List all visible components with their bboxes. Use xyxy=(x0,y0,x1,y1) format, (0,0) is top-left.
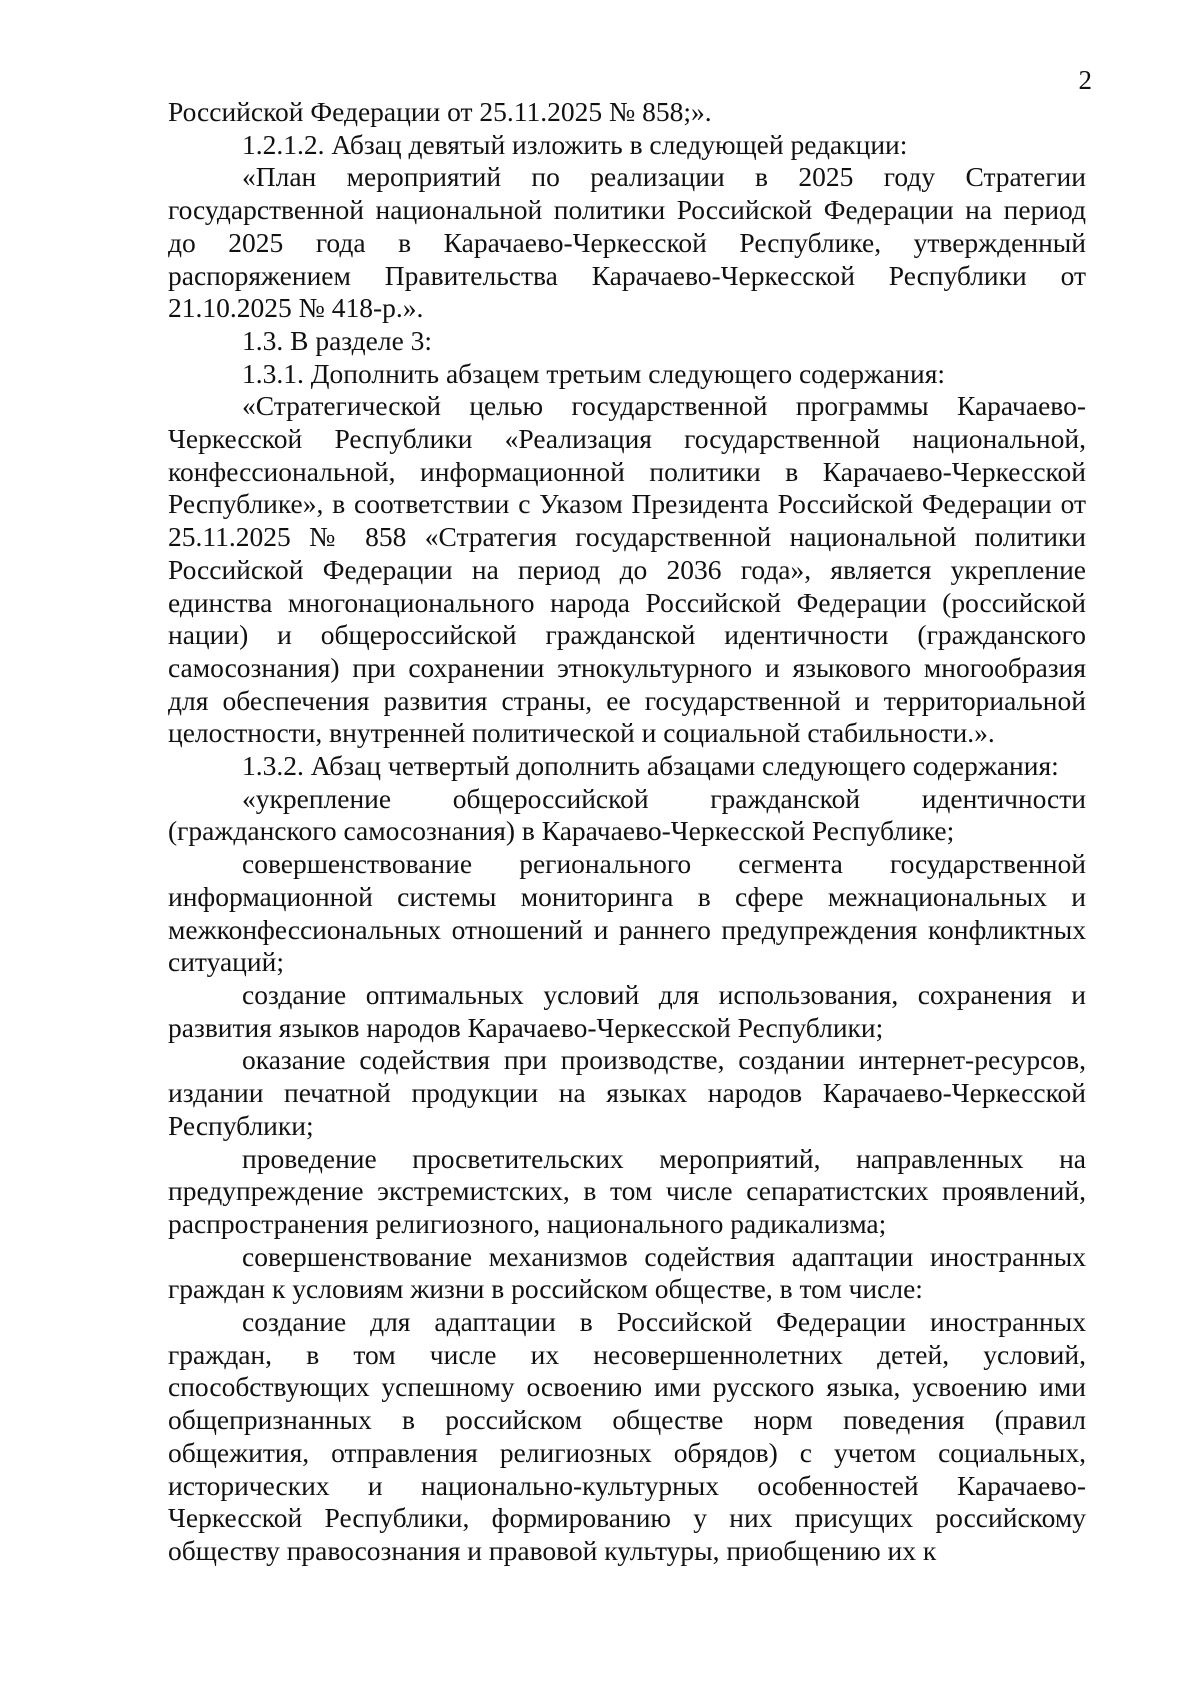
paragraph-education-events: проведение просветительских мероприятий, направленных на предупреждение экстремистских, в том числе сепаратистских проявлений, распространения религиозного, национального радикализма; xyxy=(168,1142,1086,1239)
paragraph-identity: «укрепление общероссийской гражданской идентичности (гражданского самосознания) в Карачаево-Черкесской Республике; xyxy=(168,782,1086,847)
paragraph-adaptation-conditions: создание для адаптации в Российской Федерации иностранных граждан, в том числе их несовершеннолетних детей, условий, способствующих успешному освоению ими русского языка, усвоению ими общепризнанных в российском обществе норм поведения (правил общежития, отправления религиозных обрядов) с учетом социальных, исторических и национально-культурных особенностей Карачаево-Черкесской Республики, формированию у них присущих российскому обществу правосознания и правовой культуры, приобщению их к xyxy=(168,1306,1086,1566)
document-body xyxy=(168,96,1086,1568)
paragraph-monitoring: совершенствование регионального сегмента государственной информационной системы мониторинга в сфере межнациональных и межконфессиональных отношений и раннего предупреждения конфликтных ситуаций; xyxy=(168,848,1086,978)
paragraph-1-2-1-2: 1.2.1.2. Абзац девятый изложить в следующей редакции: xyxy=(242,128,908,160)
paragraph-adaptation: совершенствование механизмов содействия адаптации иностранных граждан к условиям жизни в российском обществе, в том числе: xyxy=(168,1240,1086,1305)
paragraph-1-3: 1.3. В разделе 3: xyxy=(242,324,433,356)
page-number: 2 xyxy=(1078,65,1092,95)
paragraph-strategic-goal: «Стратегической целью государственной программы Карачаево-Черкесской Республики «Реализация государственной национальной, конфессиональной, информационной политики в Карачаево-Черкесской Республике», в соответствии с Указом Президента Российской Федерации от 25.11.2025 № 858 «Стратегия государственной национальной политики Российской Федерации на период до 2036 года», является укрепление единства многонационального народа Российской Федерации (российской нации) и общероссийской гражданской идентичности (гражданского самосознания) при сохранении этнокультурного и языкового многообразия для обеспечения развития страны, ее государственной и территориальной целостности, внутренней политической и социальной стабильности.». xyxy=(168,390,1086,749)
paragraph-continuation: Российской Федерации от 25.11.2025 № 858;». xyxy=(168,96,712,127)
paragraph-plan-quote: «План мероприятий по реализации в 2025 году Стратегии государственной национальной политики Российской Федерации на период до 2025 года в Карачаево-Черкесской Республике, утвержденный распоряжением Правительства Карачаево-Черкесской Республики от 21.10.2025 № 418-р.». xyxy=(168,161,1086,324)
paragraph-1-3-2: 1.3.2. Абзац четвертый дополнить абзацами следующего содержания: xyxy=(242,750,1059,782)
paragraph-languages: создание оптимальных условий для использования, сохранения и развития языков народов Карачаево-Черкесской Республики; xyxy=(168,978,1086,1043)
paragraph-publications: оказание содействия при производстве, создании интернет-ресурсов, издании печатной продукции на языках народов Карачаево-Черкесской Республики; xyxy=(168,1044,1086,1141)
paragraph-1-3-1: 1.3.1. Дополнить абзацем третьим следующего содержания: xyxy=(242,357,945,389)
